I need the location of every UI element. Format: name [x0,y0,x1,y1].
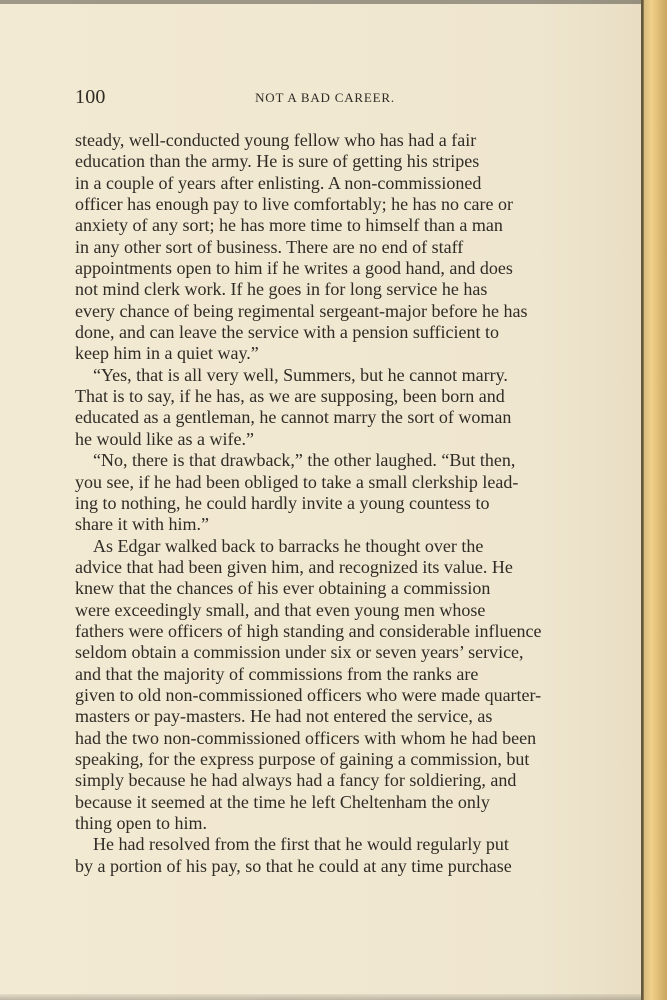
text-line: appointments open to him if he writes a good hand, and does [75,258,513,279]
running-title: NOT A BAD CAREER. [255,90,395,105]
text-line: education than the army. He is sure of getting his stripes [75,151,480,172]
text-line: That is to say, if he has, as we are supposing, been born and [75,386,505,407]
page-header [75,86,560,116]
text-line: As Edgar walked back to barracks he thought over the [93,535,484,556]
text-line: because it seemed at the time he left Cheltenham the only [75,791,490,812]
bottom-edge-shadow [0,994,641,1000]
text-line: educated as a gentleman, he cannot marry the sort of woman [75,407,512,428]
text-line: in a couple of years after enlisting. A non-commissioned [75,172,482,193]
right-page-edge [641,0,667,1000]
text-line: steady, well-conducted young fellow who has had a fair [75,130,477,150]
text-line: officer has enough pay to live comfortably; he has no care or [75,194,514,215]
page-number: 100 [75,86,106,108]
text-line: given to old non-commissioned officers who were made quarter- [75,684,542,705]
text-line: by a portion of his pay, so that he could at any time purchase [75,855,512,876]
text-line: simply because he had always had a fancy for soldiering, and [75,770,517,791]
text-line: you see, if he had been obliged to take a small clerkship lead- [75,471,519,492]
text-line: thing open to him. [75,813,207,833]
text-line: “No, there is that drawback,” the other laughed. “But then, [93,450,516,471]
body-text [75,130,560,890]
text-line: advice that had been given him, and recognized its value. He [75,556,513,577]
text-line: He had resolved from the first that he would regularly put [93,834,509,855]
text-line: speaking, for the express purpose of gaining a commission, but [75,748,530,769]
text-line: ing to nothing, he could hardly invite a young countess to [75,492,490,513]
text-line: and that the majority of commissions from the ranks are [75,663,479,684]
text-line: “Yes, that is all very well, Summers, but he cannot marry. [93,364,508,385]
text-line: not mind clerk work. If he goes in for long service he has [75,279,488,300]
text-line: fathers were officers of high standing and considerable influence [75,620,542,641]
text-line: in any other sort of business. There are no end of staff [75,236,464,257]
text-line: were exceedingly small, and that even young men whose [75,599,486,620]
text-line: done, and can leave the service with a pension sufficient to [75,322,500,343]
text-line: masters or pay-masters. He had not entered the service, as [75,706,493,727]
text-line: keep him in a quiet way.” [75,343,259,364]
text-line: knew that the chances of his ever obtaining a commission [75,578,491,599]
text-line: share it with him.” [75,514,209,535]
text-line: he would like as a wife.” [75,428,254,449]
text-line: every chance of being regimental sergeant-major before he has [75,300,528,321]
text-line: seldom obtain a commission under six or seven years’ service, [75,642,524,663]
top-shadow-rule [0,0,641,4]
text-line: had the two non-commissioned officers with whom he had been [75,727,537,748]
text-line: anxiety of any sort; he has more time to himself than a man [75,215,503,236]
